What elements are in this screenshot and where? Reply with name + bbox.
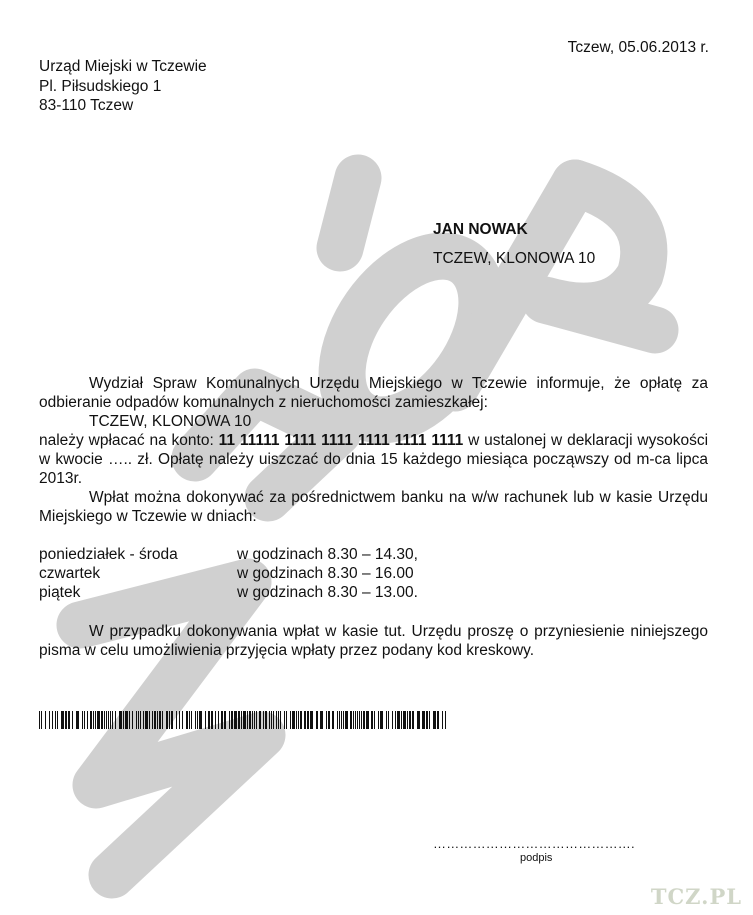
- intro-paragraph: Wydział Spraw Komunalnych Urzędu Miejskiego w Tczewie informuje, że opłatę za odbieranie odpadów komunalnych z nieruchomości zamieszkałej:: [39, 375, 708, 411]
- barcode-bar: [49, 711, 50, 729]
- barcode-bar: [397, 711, 400, 729]
- barcode-bar: [61, 711, 64, 729]
- barcode-bar: [300, 711, 302, 729]
- barcode-bar: [159, 711, 161, 729]
- barcode-bar: [90, 711, 92, 729]
- account-paragraph: [39, 431, 708, 488]
- barcode-bar: [298, 711, 299, 729]
- barcode-bar: [307, 711, 309, 729]
- barcode-bar: [296, 711, 297, 729]
- hours-day: piątek: [39, 584, 81, 601]
- account-number: 11 11111 1111 1111 1111 1111 1111: [218, 432, 464, 449]
- barcode-bar: [339, 711, 340, 729]
- barcode-bar: [41, 711, 42, 729]
- barcode-bar: [269, 711, 270, 729]
- barcode-bar: [243, 711, 246, 729]
- barcode-bar: [361, 711, 362, 729]
- document-date: Tczew, 05.06.2013 r.: [567, 39, 709, 56]
- barcode-bar: [87, 711, 88, 729]
- barcode-bar: [422, 711, 425, 729]
- barcode-bar: [110, 711, 111, 729]
- sender-street: Pl. Piłsudskiego 1: [39, 77, 162, 95]
- recipient-name: JAN NOWAK: [433, 221, 528, 238]
- barcode-bar: [326, 711, 327, 729]
- hours-time: w godzinach 8.30 – 16.00: [237, 565, 414, 582]
- barcode-bar: [328, 711, 330, 729]
- barcode-bar: [211, 711, 213, 729]
- barcode-bar: [145, 711, 148, 729]
- barcode-bar: [433, 711, 436, 729]
- barcode-bar: [140, 711, 141, 729]
- barcode-bar: [76, 711, 79, 729]
- barcode-bar: [371, 711, 373, 729]
- barcode-bar: [171, 711, 173, 729]
- barcode-bar: [417, 711, 420, 729]
- barcode-bar: [363, 711, 365, 729]
- barcode-bar: [374, 711, 375, 729]
- barcode-bar: [401, 711, 402, 729]
- barcode-bar: [55, 711, 56, 729]
- barcode-bar: [182, 711, 183, 729]
- barcode-bar: [143, 711, 144, 729]
- property-address: TCZEW, KLONOWA 10: [89, 413, 252, 430]
- barcode-bar: [152, 711, 153, 729]
- barcode-bar: [169, 711, 170, 729]
- barcode: [39, 711, 446, 729]
- barcode-bar: [101, 711, 103, 729]
- barcode-bar: [125, 711, 128, 729]
- barcode-bar: [39, 711, 40, 729]
- hours-row: [39, 583, 418, 602]
- barcode-bar: [218, 711, 219, 729]
- barcode-bar: [304, 711, 306, 729]
- hours-row: [39, 545, 418, 564]
- barcode-bar: [252, 711, 253, 729]
- hours-day: czwartek: [39, 565, 101, 582]
- hours-time: w godzinach 8.30 – 14.30,: [237, 546, 418, 563]
- barcode-bar: [224, 711, 226, 729]
- barcode-bar: [68, 711, 70, 729]
- barcode-bar: [284, 711, 285, 729]
- barcode-bar: [271, 711, 272, 729]
- barcode-bar: [276, 711, 277, 729]
- barcode-bar: [273, 711, 274, 729]
- barcode-bar: [280, 711, 281, 729]
- sender-name: Urząd Miejski w Tczewie: [39, 58, 207, 75]
- office-hours: [39, 545, 418, 602]
- barcode-bar: [215, 711, 216, 729]
- barcode-bar: [72, 711, 73, 729]
- barcode-bar: [93, 711, 94, 729]
- barcode-bar: [95, 711, 96, 729]
- hours-row: [39, 564, 418, 583]
- barcode-bar: [256, 711, 257, 729]
- barcode-bar: [176, 711, 177, 729]
- barcode-bar: [403, 711, 406, 729]
- signature-label: podpis: [520, 852, 553, 864]
- barcode-bar: [407, 711, 408, 729]
- barcode-bar: [426, 711, 428, 729]
- tcz-logo: TCZ.PL: [650, 884, 742, 909]
- barcode-bar: [108, 711, 109, 729]
- barcode-bar: [359, 711, 360, 729]
- barcode-bar: [154, 711, 156, 729]
- barcode-bar: [205, 711, 206, 729]
- barcode-bar: [392, 711, 393, 729]
- barcode-bar: [353, 711, 354, 729]
- barcode-bar: [378, 711, 379, 729]
- barcode-bar: [341, 711, 342, 729]
- barcode-bar: [189, 711, 190, 729]
- barcode-bar: [149, 711, 150, 729]
- barcode-bar: [195, 711, 196, 729]
- payment-info-paragraph: Wpłat można dokonywać za pośrednictwem banku na w/w rachunek lub w kasie Urzędu Miejskiego w Tczewie w dniach:: [39, 489, 708, 525]
- barcode-bar: [129, 711, 130, 729]
- barcode-bar: [386, 711, 387, 729]
- barcode-bar: [123, 711, 124, 729]
- barcode-bar: [332, 711, 334, 729]
- account-prefix: należy wpłacać na konto:: [39, 432, 219, 449]
- sender-address: [39, 57, 207, 116]
- barcode-bar: [106, 711, 107, 729]
- hours-time: w godzinach 8.30 – 13.00.: [237, 584, 418, 601]
- barcode-bar: [97, 711, 100, 729]
- barcode-bar: [278, 711, 279, 729]
- barcode-bar: [265, 711, 267, 729]
- barcode-bar: [357, 711, 358, 729]
- barcode-bar: [355, 711, 356, 729]
- barcode-bar: [412, 711, 414, 729]
- closing-paragraph: W przypadku dokonywania wpłat w kasie tut. Urzędu proszę o przyniesienie niniejszego pisma w celu umożliwienia przyjęcia wpłaty przez podany kod kreskowy.: [39, 623, 708, 659]
- barcode-bar: [247, 711, 248, 729]
- barcode-bar: [316, 711, 318, 729]
- barcode-bar: [259, 711, 261, 729]
- barcode-bar: [179, 711, 180, 729]
- barcode-bar: [115, 711, 116, 729]
- barcode-bar: [112, 711, 113, 729]
- letter-body: [39, 374, 708, 526]
- barcode-bar: [65, 711, 67, 729]
- barcode-bar: [208, 711, 210, 729]
- barcode-bar: [234, 711, 237, 729]
- barcode-bar: [132, 711, 133, 729]
- barcode-bar: [263, 711, 264, 729]
- barcode-bar: [186, 711, 188, 729]
- barcode-bar: [45, 711, 46, 729]
- barcode-bar: [395, 711, 396, 729]
- barcode-bar: [199, 711, 202, 729]
- barcode-bar: [191, 711, 192, 729]
- barcode-bar: [104, 711, 105, 729]
- barcode-bar: [286, 711, 287, 729]
- account-suffix: w ustalonej w deklaracji wysokości w kwocie ….. zł. Opłatę należy uiszczać do dnia 15 każdego miesiąca począwszy od m-ca lipca 2013r.: [39, 432, 709, 487]
- barcode-bar: [442, 711, 443, 729]
- closing-section: [39, 622, 708, 660]
- barcode-bar: [52, 711, 53, 729]
- barcode-bar: [366, 711, 369, 729]
- barcode-bar: [238, 711, 240, 729]
- barcode-bar: [119, 711, 122, 729]
- barcode-bar: [350, 711, 352, 729]
- barcode-bar: [166, 711, 168, 729]
- barcode-bar: [249, 711, 251, 729]
- barcode-bar: [343, 711, 344, 729]
- barcode-bar: [437, 711, 439, 729]
- barcode-bar: [310, 711, 313, 729]
- barcode-bar: [157, 711, 158, 729]
- barcode-bar: [221, 711, 223, 729]
- barcode-bar: [409, 711, 411, 729]
- barcode-bar: [320, 711, 323, 729]
- barcode-bar: [290, 711, 291, 729]
- barcode-bar: [57, 711, 58, 729]
- barcode-bar: [84, 711, 85, 729]
- barcode-bar: [136, 711, 137, 729]
- barcode-bar: [337, 711, 338, 729]
- barcode-bar: [445, 711, 446, 729]
- barcode-bar: [231, 711, 233, 729]
- barcode-bar: [292, 711, 295, 729]
- hours-day: poniedziałek - środa: [39, 546, 178, 563]
- barcode-bar: [388, 711, 389, 729]
- barcode-bar: [380, 711, 383, 729]
- barcode-bar: [229, 711, 230, 729]
- barcode-bar: [345, 711, 348, 729]
- sender-postal-city: 83-110 Tczew: [39, 97, 134, 114]
- barcode-bar: [241, 711, 242, 729]
- barcode-bar: [162, 711, 163, 729]
- barcode-bar: [254, 711, 255, 729]
- barcode-bar: [429, 711, 430, 729]
- barcode-bar: [197, 711, 198, 729]
- signature-line: ……………………………………….: [433, 836, 635, 851]
- barcode-bar: [138, 711, 139, 729]
- recipient-address: TCZEW, KLONOWA 10: [433, 250, 596, 267]
- barcode-bar: [82, 711, 83, 729]
